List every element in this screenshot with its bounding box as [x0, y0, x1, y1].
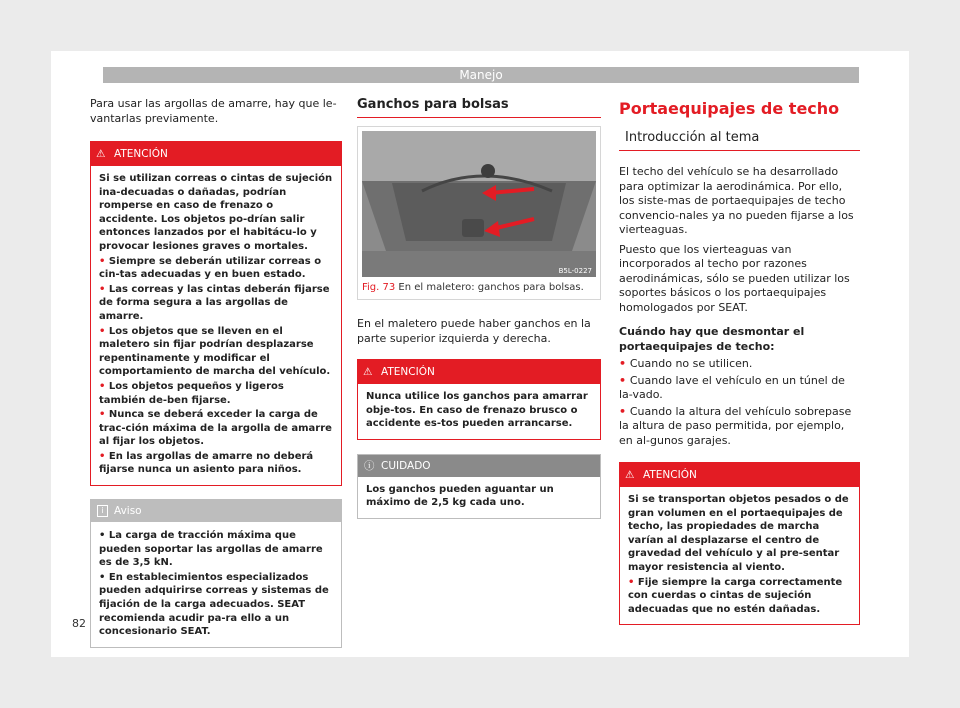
warning-title: ATENCIÓN [114, 148, 168, 160]
aviso-body [91, 522, 341, 647]
figure-73 [357, 126, 601, 300]
warning-header [91, 142, 341, 166]
aviso-item: • En establecimientos especializados pueden adquirirse correas y sistemas de fijación de la carga adecuados. SEAT recomienda acudir pa-ra ello a un concesionario SEAT. [99, 571, 329, 638]
cuidado-body: Los ganchos pueden aguantar un máximo de 2,5 kg cada uno. [366, 483, 554, 509]
section-title: Ganchos para bolsas [357, 97, 601, 118]
warning-triangle-icon: ⚠ [363, 366, 373, 378]
section-subtitle: Introducción al tema [619, 118, 860, 151]
image-code: B5L-0227 [558, 267, 592, 275]
warning-item: • En las argollas de amarre no deberá fijarse nunca un asiento para niños. [99, 450, 333, 477]
caution-circle-icon: ⓘ [364, 459, 375, 472]
warning-box [357, 359, 601, 440]
warning-body: Nunca utilice los ganchos para amarrar obje-tos. En caso de frenazo brusco o accidente es-tos pueden arrancarse. [366, 391, 588, 430]
list-item: • Cuando lave el vehículo en un túnel de la-vado. [619, 374, 860, 403]
warning-lead: Si se utilizan correas o cintas de sujeción ina-decuadas o dañadas, podrían romperse en caso de frenazo o accidente. Los objetos po-drían salir entonces lanzados por el habitácu-lo y provocar lesiones graves o mortales. [99, 173, 333, 252]
warning-item: • Los objetos pequeños y ligeros también de-ben fijarse. [99, 380, 333, 407]
aviso-box [90, 499, 342, 648]
warning-item: • Las correas y las cintas deberán fijarse de forma segura a las argollas de amarre. [99, 283, 333, 324]
aviso-title: Aviso [114, 505, 142, 518]
aviso-item: • La carga de tracción máxima que pueden soportar las argollas de amarre es de 3,5 kN. [99, 530, 323, 569]
cuidado-title: CUIDADO [381, 459, 431, 472]
warning-body [91, 166, 341, 485]
warning-header [620, 463, 859, 487]
cuidado-header [358, 455, 600, 477]
column-left [90, 97, 342, 648]
cuidado-box [357, 454, 601, 519]
warning-box [90, 141, 342, 486]
warning-triangle-icon: ⚠ [96, 148, 106, 160]
warning-item: • Nunca se deberá exceder la carga de trac-ción máxima de la argolla de amarre al fijar los objetos. [99, 408, 333, 449]
question-heading: Cuándo hay que desmontar el portaequipajes de techo: [619, 325, 805, 353]
warning-item: • Fije siempre la carga correctamente con cuerdas o cintas de sujeción adecuadas que no estén dañadas. [628, 576, 851, 617]
body-paragraph: En el maletero puede haber ganchos en la parte superior izquierda y derecha. [357, 317, 591, 345]
aviso-header [91, 500, 341, 522]
warning-body [620, 487, 859, 624]
info-icon: i [97, 505, 108, 517]
column-right [619, 97, 860, 625]
list-item: • Cuando la altura del vehículo sobrepase la altura de paso permitida, por ejemplo, en al-gunos garajes. [619, 405, 860, 449]
list-item: • Cuando no se utilicen. [619, 357, 860, 372]
figure-caption-text: En el maletero: ganchos para bolsas. [398, 282, 584, 293]
paragraph-2: Puesto que los vierteaguas van incorporados al techo por razones aerodinámicas, sólo se pueden utilizar los soportes básicos o los portaequipajes homologados por SEAT. [619, 242, 850, 314]
warning-header [358, 360, 600, 384]
trunk-hooks-photo [362, 131, 596, 277]
paragraph-1: El techo del vehículo se ha desarrollado para optimizar la aerodinámica. Por ello, los siste-mas de portaequipajes de techo convencio-nales ya no pueden fijarse a los vierteaguas. [619, 165, 854, 236]
warning-box [619, 462, 860, 625]
warning-title: ATENCIÓN [643, 469, 697, 481]
warning-title: ATENCIÓN [381, 366, 435, 378]
figure-caption [362, 281, 596, 295]
intro-paragraph: Para usar las argollas de amarre, hay que le-vantarlas previamente. [90, 97, 337, 125]
warning-triangle-icon: ⚠ [625, 469, 635, 481]
warning-item: • Los objetos que se lleven en el maletero sin fijar podrían desplazarse repentinamente y modificar el comportamiento de marcha del vehículo. [99, 325, 333, 379]
page-number: 82 [72, 617, 86, 630]
warning-item: • Siempre se deberán utilizar correas o cin-tas adecuadas y en buen estado. [99, 255, 333, 282]
warning-lead: Si se transportan objetos pesados o de gran volumen en el portaequipajes de techo, las propiedades de marcha varían al desplazarse el centro de gravedad del vehículo y al pre-sentar mayor resistencia al viento. [628, 494, 849, 573]
column-middle [357, 97, 601, 519]
chapter-header: Manejo [103, 67, 859, 83]
figure-number: Fig. 73 [362, 282, 396, 293]
chapter-title: Portaequipajes de techo [619, 99, 840, 118]
